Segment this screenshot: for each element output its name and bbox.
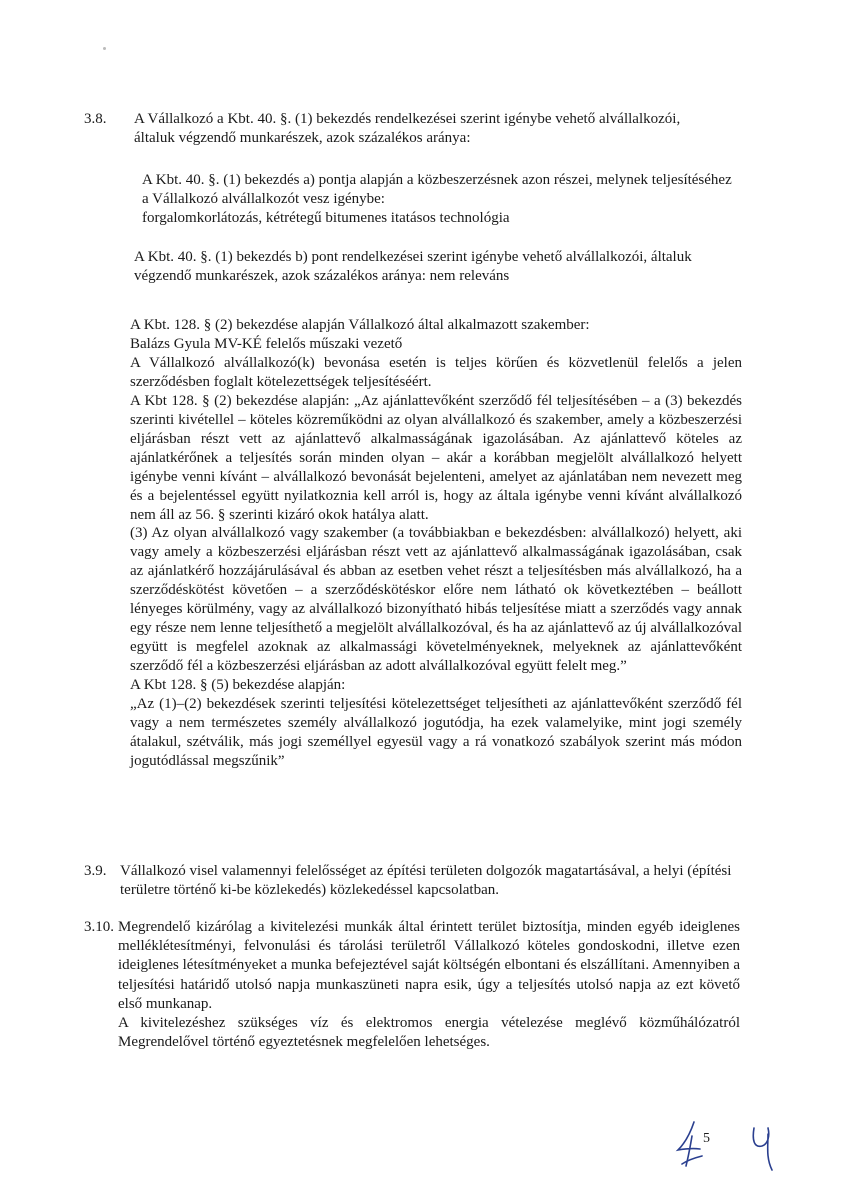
section-number-3-8: 3.8. <box>84 111 107 127</box>
section-3-10-body-2: A kivitelezéshez szükséges víz és elektromos energia vételezése meglévő közműhálózatról Megrendelővel történő egyeztetésnek megfelelően lehetséges. <box>118 1015 740 1051</box>
para-2-text: A Kbt. 40. §. (1) bekezdés b) pont rendelkezései szerint igénybe vehető alvállalkozói, általuk végzendő munkarészek, azok százalékos aránya: nem releváns <box>134 249 692 285</box>
para-3-kbt-128-3: (3) Az olyan alvállalkozó vagy szakember (a továbbiakban e bekezdésben: alvállalkozó) helyett, aki vagy amely a közbeszerzési eljárásban részt vett az ajánlattevő alkalmasságának igazolásában, csak az ajánlatkérő hozzájárulásával és abban az esetben vehet részt a teljesítésben más alvállalkozó, ha a szerződéskötést követően – a szerződéskötéskor előre nem látható ok következtében – beállott lényeges körülmény, vagy az alvállalkozó bizonyítható hibás teljesítése miatt a szerződés vagy annak egy része nem lenne teljesíthető a megjelölt alvállalkozóval, és ha az ajánlattevő az új alvállalkozóval együtt is megfelel azoknak az alkalmassági követelményeknek, melyeknek az ajánlattevőként szerződő fél a közbeszerzési eljárásban az adott alvállalkozóval együtt felelt meg.” <box>130 525 742 675</box>
section-3-9-body: Vállalkozó visel valamennyi felelősséget az építési területen dolgozók magatartásával, a helyi (építési területre történő ki-be közlekedés) közlekedéssel kapcsolatban. <box>120 863 732 899</box>
section-number-3-9: 3.9. <box>84 863 107 879</box>
para-3-expert: Balázs Gyula MV-KÉ felelős műszaki vezető <box>130 335 403 352</box>
section-3-8-heading <box>134 110 712 148</box>
scan-speck <box>103 47 106 50</box>
handwritten-initial-right <box>746 1122 782 1174</box>
section-3-8-para-2 <box>134 248 742 286</box>
para-3-intro: A Kbt. 128. § (2) bekezdése alapján Vállalkozó által alkalmazott szakember: <box>130 317 590 333</box>
para-3-liability: A Vállalkozó alvállalkozó(k) bevonása esetén is teljes körűen és közvetlenül felelős a jelen szerződésben foglalt kötelezettségek teljesítéséért. <box>130 354 742 390</box>
para-3-kbt-128-2: A Kbt 128. § (2) bekezdése alapján: „Az ajánlattevőként szerződő fél teljesítésében – a (3) bekezdés szerinti kivétellel – köteles közreműködni az olyan alvállalkozó és szakember, amely a közbeszerzési eljárásban részt vett az ajánlattevő alkalmasságának igazolásában. Az ajánlattevő köteles az ajánlatkérőnek a teljesítés során minden olyan – akár a korábban megjelölt alvállalkozó helyett igénybe venni kívánt – alvállalkozó bevonását bejelenteni, amelyet az ajánlatában nem nevezett meg és a bejelentéssel együtt nyilatkoznia kell arról is, hogy az általa igénybe venni kívánt alvállalkozó nem áll az 56. § szerinti kizáró okok hatálya alatt. <box>130 392 742 523</box>
para-3-kbt-128-5-intro: A Kbt 128. § (5) bekezdése alapján: <box>130 677 346 694</box>
section-3-8-para-1 <box>142 171 736 229</box>
section-3-10-body: Megrendelő kizárólag a kivitelezési munkák által érintett terület biztosítja, minden egyéb ideiglenes melléklétesítményi, felvonulási és tárolási területről Vállalkozó köteles gondoskodni, illetve ezen ideiglenes létesítményeket a munka befejeztével saját költségén elbontani és elszállítani. Amennyiben a teljesítési határidő utolsó napja munkaszüneti napra esik, úgy a teljesítés utolsó napja az ezt követő első munkanap. <box>118 919 740 1012</box>
section-3-10-text <box>118 918 740 1052</box>
section-3-8-para-3 <box>130 316 742 771</box>
para-1-list: forgalomkorlátozás, kétrétegű bitumenes itatásos technológia <box>142 210 510 227</box>
section-number-3-10: 3.10. <box>84 919 114 935</box>
para-1-text: A Kbt. 40. §. (1) bekezdés a) pontja alapján a közbeszerzésnek azon részei, melynek teljesítéséhez a Vállalkozó alvállalkozót vesz igénybe: <box>142 172 732 208</box>
section-3-8-heading-text: A Vállalkozó a Kbt. 40. §. (1) bekezdés rendelkezései szerint igénybe vehető alvállalkozói, általuk végzendő munkarészek, azok százalékos aránya: <box>134 111 681 147</box>
para-3-kbt-128-5-quote: „Az (1)–(2) bekezdések szerinti teljesítési kötelezettséget teljesítheti az ajánlattevőként szerződő fél vagy a nem természetes személy alvállalkozó jogutódja, ha ezek valamelyike, mint jogi személy átalakul, szétválik, más jogi személlyel egyesül vagy a rá vonatkozó szabályok szerint más módon jogutódlással megszűnik” <box>130 696 742 769</box>
page-number: 5 <box>703 1131 710 1146</box>
section-3-9-text <box>120 862 732 900</box>
